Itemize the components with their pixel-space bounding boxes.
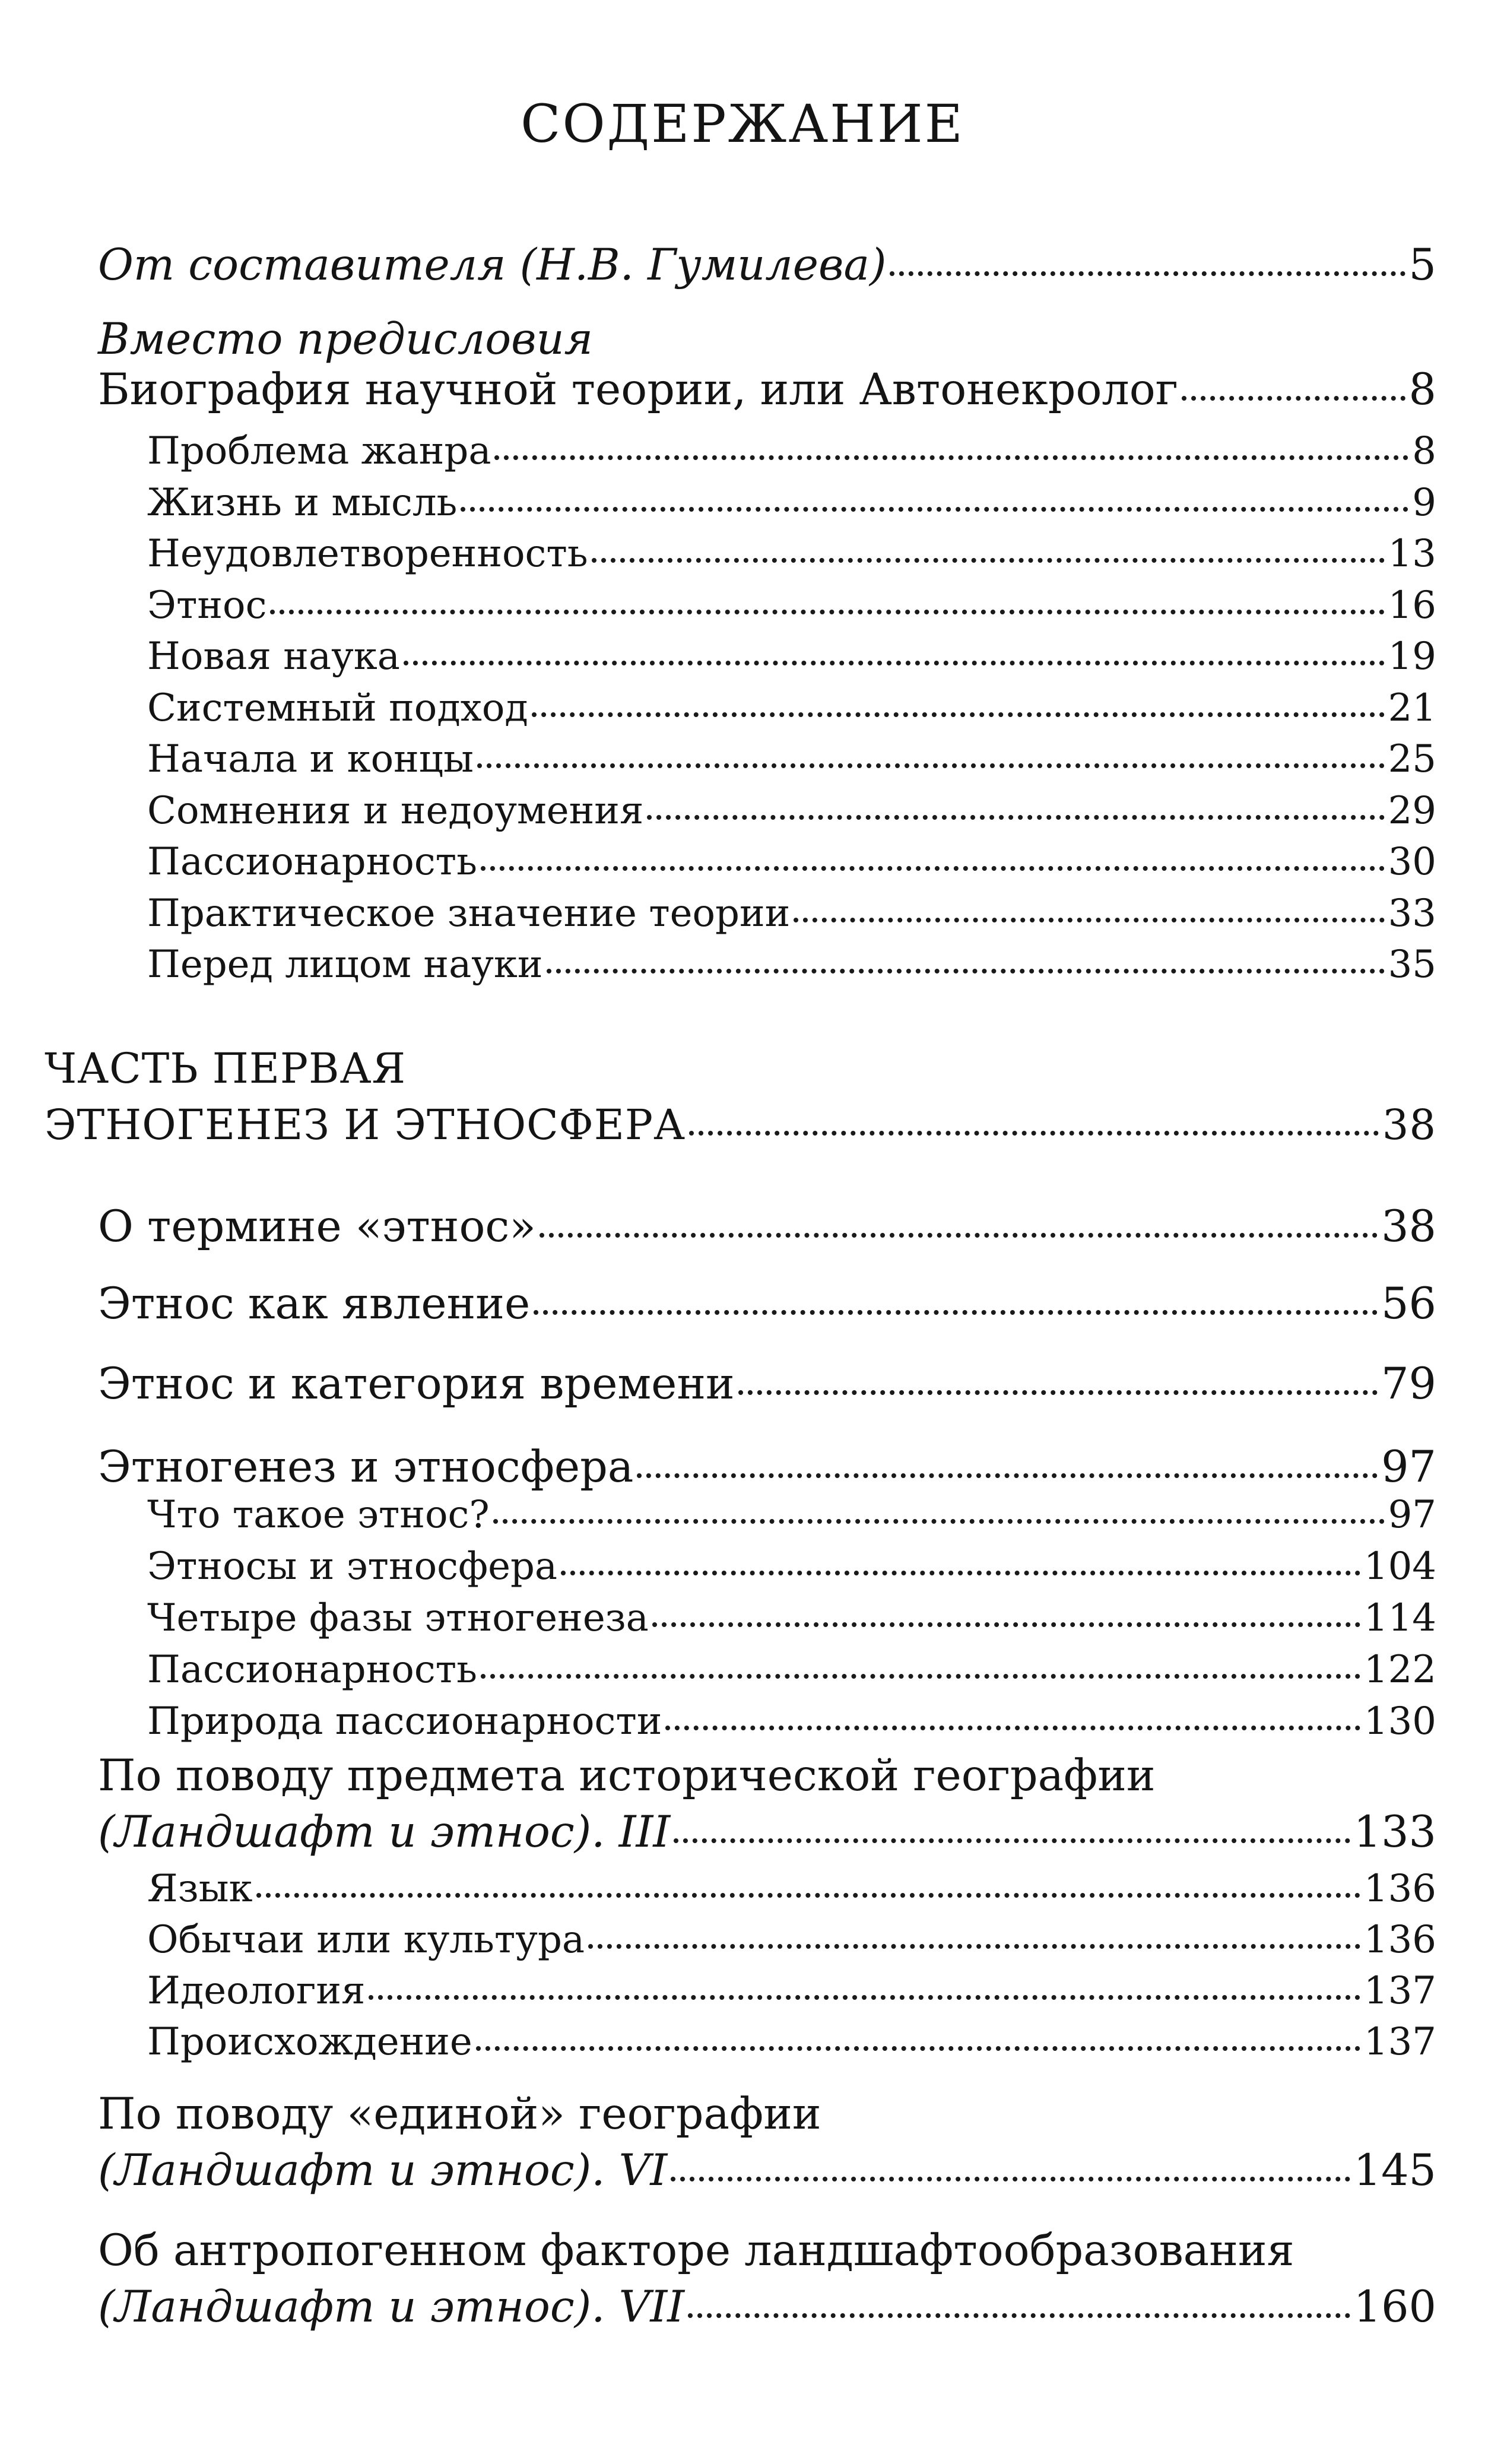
toc-entry-label: Биография научной теории, или Автонекролог — [98, 364, 1178, 415]
page-number: 137 — [1363, 2020, 1436, 2064]
page-number: 145 — [1353, 2145, 1436, 2196]
toc-subentry — [147, 1648, 1436, 1692]
toc-subentry-label: Этносы и этносфера — [147, 1545, 558, 1588]
dot-leader — [890, 271, 1405, 276]
toc-entry-part-one — [45, 1101, 1436, 1149]
dot-leader — [477, 763, 1385, 768]
toc-entry-biography — [98, 364, 1436, 415]
toc-entry-hist-geo — [98, 1807, 1436, 1857]
page-number: 38 — [1381, 1201, 1436, 1252]
toc-subentry-label: Обычаи или культура — [147, 1918, 585, 1962]
toc-subentry — [147, 1918, 1436, 1962]
toc-subentry-label: Системный подход — [147, 686, 528, 730]
page-number: 25 — [1388, 737, 1436, 781]
page-number: 30 — [1388, 840, 1436, 884]
toc-subentry — [147, 788, 1436, 833]
part-heading: ЧАСТЬ ПЕРВАЯ — [45, 1044, 407, 1093]
dot-leader — [369, 1995, 1360, 2000]
page-number: 122 — [1363, 1648, 1436, 1692]
toc-subentry — [147, 891, 1436, 936]
page-number: 160 — [1353, 2282, 1436, 2332]
toc-subentry-label: Природа пассионарности — [147, 1699, 662, 1743]
toc-entry-label: (Ландшафт и этнос). III — [98, 1807, 671, 1857]
dot-leader — [689, 1131, 1379, 1136]
dot-leader — [652, 1622, 1360, 1627]
toc-subentry-label: Проблема жанра — [147, 429, 491, 473]
dot-leader — [674, 1838, 1350, 1843]
toc-subentry — [147, 737, 1436, 781]
toc-subentry-label: Практическое значение теории — [147, 891, 791, 936]
page-number: 13 — [1388, 532, 1436, 576]
toc-subentry-label: Язык — [147, 1867, 253, 1911]
toc-subentry — [147, 686, 1436, 730]
toc-subentry — [147, 429, 1436, 473]
dot-leader — [461, 507, 1408, 512]
dot-leader — [1182, 396, 1405, 401]
page-number: 19 — [1388, 635, 1436, 678]
toc-subentry-label: Пассионарность — [147, 1648, 477, 1692]
dot-leader — [561, 1571, 1360, 1575]
toc-subentry-label: Жизнь и мысль — [147, 480, 458, 525]
part-title: ЭТНОГЕНЕЗ И ЭТНОСФЕРА — [45, 1101, 686, 1149]
toc-subentry — [147, 583, 1436, 627]
toc-entry-unified-geo-line1: По поводу «единой» географии — [98, 2089, 821, 2139]
dot-leader — [270, 610, 1384, 614]
page-number: 35 — [1388, 943, 1436, 987]
page-number: 56 — [1381, 1279, 1436, 1329]
toc-entry-anthropogenic-line1: Об антропогенном факторе ландшафтообразования — [98, 2225, 1294, 2276]
page-number: 29 — [1388, 788, 1436, 833]
toc-subentry — [147, 1596, 1436, 1640]
toc-subentry-label: Что такое этнос? — [147, 1493, 490, 1537]
toc-subentry — [147, 2020, 1436, 2064]
toc-entry-hist-geo-line1: По поводу предмета исторической географии — [98, 1751, 1156, 1801]
toc-subentry — [147, 480, 1436, 525]
dot-leader — [534, 1310, 1378, 1315]
dot-leader — [481, 1674, 1360, 1679]
page-number: 8 — [1412, 429, 1436, 473]
toc-entry-term — [98, 1201, 1436, 1252]
toc-entry-label: (Ландшафт и этнос). VII — [98, 2282, 685, 2332]
page-number: 8 — [1408, 364, 1436, 415]
page-number: 130 — [1363, 1699, 1436, 1743]
toc-entry-anthropogenic — [98, 2282, 1436, 2332]
dot-leader — [688, 2313, 1350, 2318]
dot-leader — [493, 1519, 1385, 1524]
page-number: 79 — [1381, 1359, 1436, 1409]
page-number: 133 — [1353, 1807, 1436, 1857]
toc-subentry-label: Происхождение — [147, 2020, 472, 2064]
toc-entry-ethnogenesis — [98, 1442, 1436, 1492]
toc-subentry-label: Начала и концы — [147, 737, 474, 781]
page-number: 97 — [1381, 1442, 1436, 1492]
toc-subentry — [147, 1969, 1436, 2013]
page-number: 114 — [1363, 1596, 1436, 1640]
toc-subentry — [147, 840, 1436, 884]
dot-leader — [256, 1893, 1360, 1898]
toc-subentry-label: Идеология — [147, 1969, 366, 2013]
dot-leader — [647, 815, 1384, 820]
toc-entry-label: Этногенез и этносфера — [98, 1442, 634, 1492]
page-number: 38 — [1382, 1101, 1436, 1149]
dot-leader — [588, 1944, 1360, 1949]
toc-entry-label: Этнос как явление — [98, 1279, 531, 1329]
toc-subentry — [147, 1699, 1436, 1743]
page-number: 5 — [1408, 240, 1436, 290]
toc-subentry-label: Пассионарность — [147, 840, 477, 884]
toc-subentry-label: Четыре фазы этногенеза — [147, 1596, 649, 1640]
page-number: 33 — [1388, 891, 1436, 936]
toc-entry-label: (Ландшафт и этнос). VI — [98, 2145, 668, 2196]
toc-entry-unified-geo — [98, 2145, 1436, 2196]
page-number: 104 — [1363, 1545, 1436, 1588]
toc-subentry-label: Этнос — [147, 583, 267, 627]
toc-entry-label: Этнос и категория времени — [98, 1359, 735, 1409]
page-number: 136 — [1363, 1918, 1436, 1962]
toc-subentry — [147, 1867, 1436, 1911]
toc-subentry — [147, 943, 1436, 987]
toc-entry-compiler — [98, 240, 1436, 290]
page-title: СОДЕРЖАНИЕ — [521, 93, 964, 154]
page-number: 16 — [1388, 583, 1436, 627]
dot-leader — [547, 969, 1385, 973]
page-number: 97 — [1388, 1493, 1436, 1537]
toc-subentry — [147, 532, 1436, 576]
toc-subentry — [147, 1493, 1436, 1537]
dot-leader — [494, 455, 1408, 460]
dot-leader — [404, 661, 1385, 665]
dot-leader — [665, 1726, 1360, 1730]
toc-subentry-label: Новая наука — [147, 635, 400, 678]
page-number: 21 — [1388, 686, 1436, 730]
page-number: 9 — [1412, 480, 1436, 525]
dot-leader — [532, 712, 1385, 717]
toc-subentry — [147, 1545, 1436, 1588]
dot-leader — [738, 1390, 1378, 1395]
dot-leader — [592, 558, 1385, 563]
toc-subentry-label: Сомнения и недоумения — [147, 788, 644, 833]
dot-leader — [540, 1233, 1378, 1238]
toc-subentry — [147, 635, 1436, 678]
toc-entry-label: От составителя (Н.В. Гумилева) — [98, 240, 887, 290]
dot-leader — [476, 2046, 1360, 2051]
preface-heading: Вместо предисловия — [98, 314, 594, 364]
toc-entry-time — [98, 1359, 1436, 1409]
toc-entry-label: О термине «этнос» — [98, 1201, 536, 1252]
dot-leader — [794, 918, 1384, 922]
dot-leader — [637, 1473, 1378, 1478]
page-number: 137 — [1363, 1969, 1436, 2013]
toc-entry-phenomenon — [98, 1279, 1436, 1329]
toc-subentry-label: Перед лицом науки — [147, 943, 543, 987]
toc-subentry-label: Неудовлетворенность — [147, 532, 588, 576]
dot-leader — [671, 2177, 1350, 2181]
dot-leader — [481, 866, 1385, 871]
page-number: 136 — [1363, 1867, 1436, 1911]
